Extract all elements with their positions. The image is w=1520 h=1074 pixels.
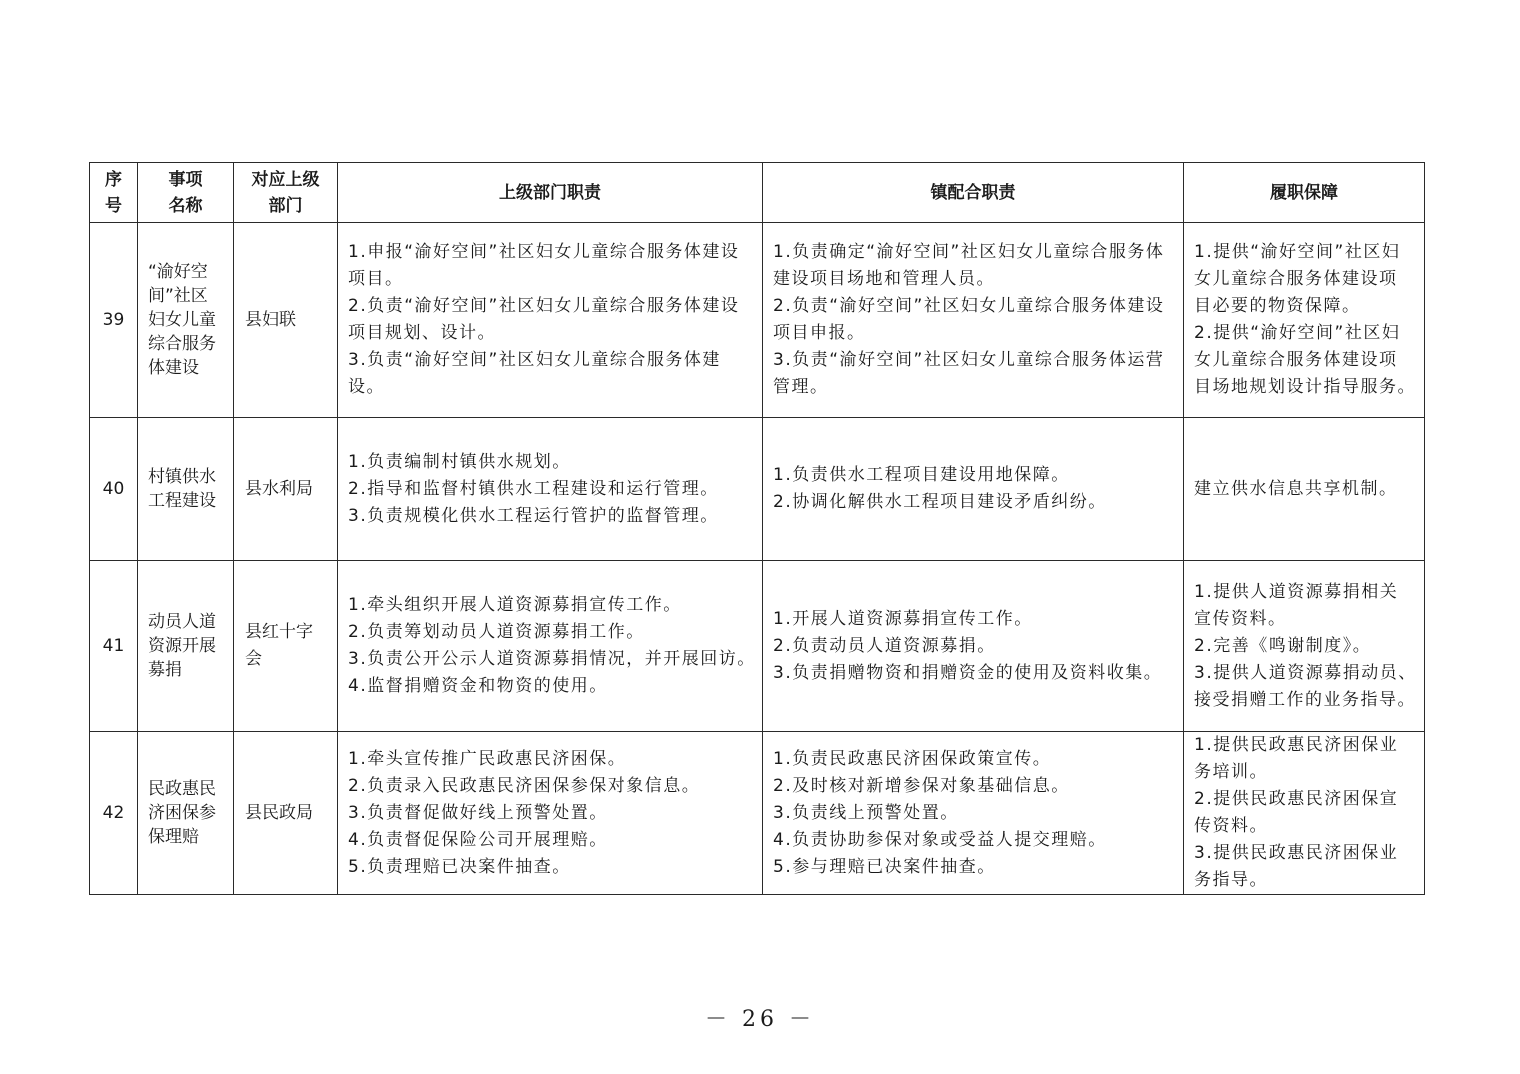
row-dept: 县红十字 会 bbox=[234, 561, 338, 732]
row-town-duty: 1.负责供水工程项目建设用地保障。 2.协调化解供水工程项目建设矛盾纠纷。 bbox=[763, 418, 1184, 561]
table-row bbox=[90, 561, 1425, 732]
row-guarantee: 1.提供人道资源募捐相关 宣传资料。 2.完善《鸣谢制度》。 3.提供人道资源募捐动员、 接受捐赠工作的业务指导。 bbox=[1184, 561, 1425, 732]
row-no: 40 bbox=[90, 418, 138, 561]
row-town-duty: 1.负责民政惠民济困保政策宣传。 2.及时核对新增参保对象基础信息。 3.负责线上预警处置。 4.负责协助参保对象或受益人提交理赔。 5.参与理赔已决案件抽查。 bbox=[763, 732, 1184, 895]
table-row bbox=[90, 418, 1425, 561]
header-row bbox=[90, 163, 1425, 223]
row-item-name: “渝好空 间”社区 妇女儿童 综合服务 体建设 bbox=[138, 223, 234, 418]
page-number: － 26 － bbox=[705, 1007, 815, 1032]
row-guarantee: 1.提供民政惠民济困保业 务培训。 2.提供民政惠民济困保宣 传资料。 3.提供民政惠民济困保业 务指导。 bbox=[1184, 732, 1425, 895]
duty-table bbox=[89, 162, 1425, 895]
row-dept: 县妇联 bbox=[234, 223, 338, 418]
row-upper-duty: 1.牵头组织开展人道资源募捐宣传工作。 2.负责筹划动员人道资源募捐工作。 3.负责公开公示人道资源募捐情况，并开展回访。 4.监督捐赠资金和物资的使用。 bbox=[338, 561, 763, 732]
row-item-name: 村镇供水 工程建设 bbox=[138, 418, 234, 561]
row-item-name: 动员人道 资源开展 募捐 bbox=[138, 561, 234, 732]
header-guarantee: 履职保障 bbox=[1184, 163, 1425, 223]
header-dept: 对应上级 部门 bbox=[234, 163, 338, 223]
table-body bbox=[90, 223, 1425, 895]
row-town-duty: 1.开展人道资源募捐宣传工作。 2.负责动员人道资源募捐。 3.负责捐赠物资和捐赠资金的使用及资料收集。 bbox=[763, 561, 1184, 732]
row-no: 42 bbox=[90, 732, 138, 895]
row-town-duty: 1.负责确定“渝好空间”社区妇女儿童综合服务体 建设项目场地和管理人员。 2.负责“渝好空间”社区妇女儿童综合服务体建设 项目申报。 3.负责“渝好空间”社区妇女儿童综合服务体运营 管理。 bbox=[763, 223, 1184, 418]
row-no: 41 bbox=[90, 561, 138, 732]
header-no: 序 号 bbox=[90, 163, 138, 223]
row-dept: 县水利局 bbox=[234, 418, 338, 561]
row-item-name: 民政惠民 济困保参 保理赔 bbox=[138, 732, 234, 895]
row-upper-duty: 1.牵头宣传推广民政惠民济困保。 2.负责录入民政惠民济困保参保对象信息。 3.负责督促做好线上预警处置。 4.负责督促保险公司开展理赔。 5.负责理赔已决案件抽查。 bbox=[338, 732, 763, 895]
row-guarantee: 建立供水信息共享机制。 bbox=[1184, 418, 1425, 561]
row-upper-duty: 1.负责编制村镇供水规划。 2.指导和监督村镇供水工程建设和运行管理。 3.负责规模化供水工程运行管护的监督管理。 bbox=[338, 418, 763, 561]
header-town-duty: 镇配合职责 bbox=[763, 163, 1184, 223]
table-row bbox=[90, 223, 1425, 418]
row-guarantee: 1.提供“渝好空间”社区妇 女儿童综合服务体建设项 目必要的物资保障。 2.提供“渝好空间”社区妇 女儿童综合服务体建设项 目场地规划设计指导服务。 bbox=[1184, 223, 1425, 418]
header-upper-duty: 上级部门职责 bbox=[338, 163, 763, 223]
row-no: 39 bbox=[90, 223, 138, 418]
row-upper-duty: 1.申报“渝好空间”社区妇女儿童综合服务体建设 项目。 2.负责“渝好空间”社区妇女儿童综合服务体建设 项目规划、设计。 3.负责“渝好空间”社区妇女儿童综合服务体建设。 bbox=[338, 223, 763, 418]
table-row bbox=[90, 732, 1425, 895]
row-dept: 县民政局 bbox=[234, 732, 338, 895]
header-name: 事项 名称 bbox=[138, 163, 234, 223]
